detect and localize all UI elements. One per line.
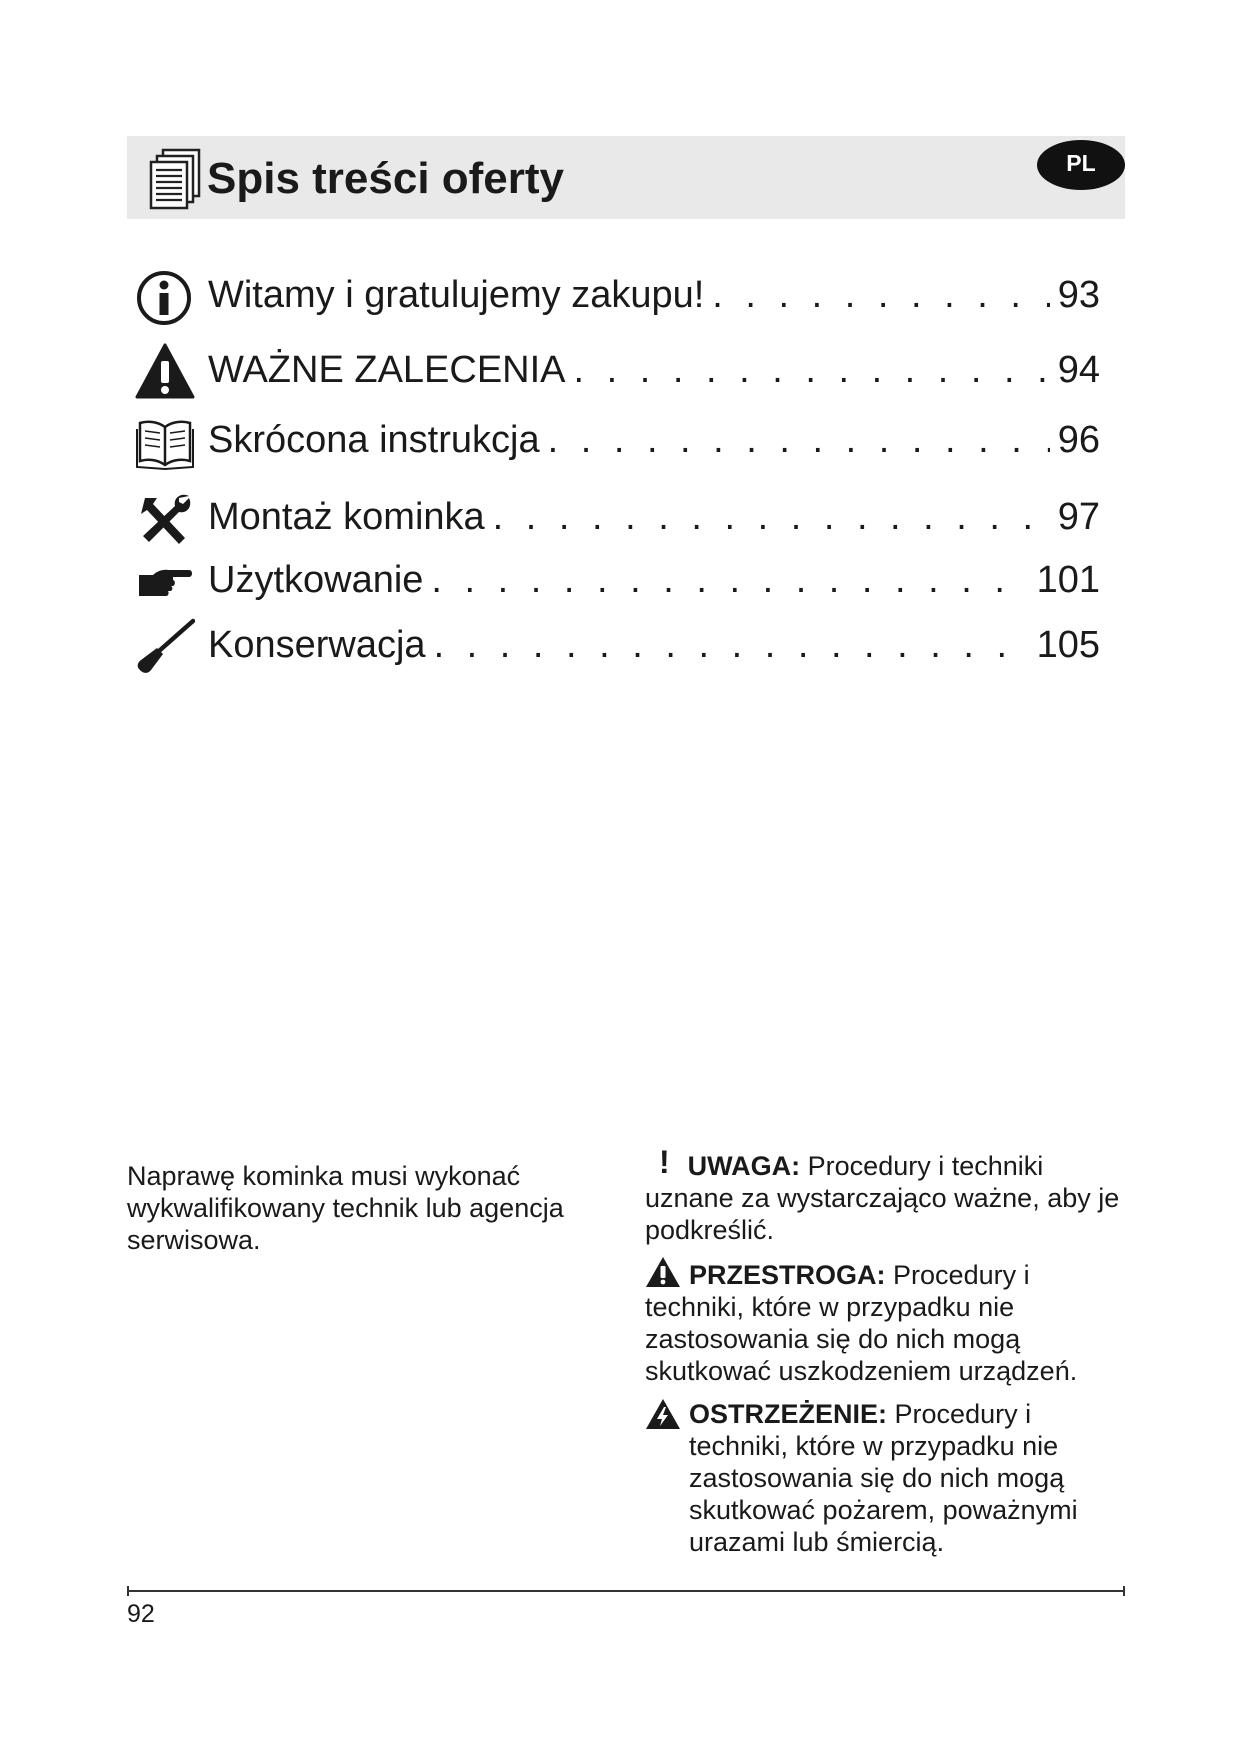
dot-leader (712, 274, 1049, 317)
toc-entry-maintenance[interactable] (130, 618, 1100, 678)
tools-icon (135, 490, 195, 550)
screwdriver-icon (135, 612, 195, 678)
notice-text: Procedury i techniki, które w przypadku nie zastosowania się do nich mogą skutkować pożarem, poważnymi urazami lub śmiercią. (689, 1399, 1078, 1557)
dot-leader (434, 624, 1029, 667)
notice-uwaga (645, 1146, 1125, 1246)
notice-przestroga (645, 1256, 1125, 1387)
toc-entry-installation[interactable] (130, 490, 1100, 550)
footer-divider (127, 1590, 1125, 1592)
header-bar (127, 136, 1125, 219)
dot-leader (493, 496, 1050, 539)
notice-ostrzezenie (645, 1398, 1125, 1558)
book-icon (135, 413, 195, 473)
toc-page-number: 105 (1036, 624, 1100, 666)
repair-note: Naprawę kominka musi wykonać wykwalifikowany technik lub agencja serwisowa. (127, 1161, 564, 1255)
toc-label: Montaż kominka (208, 496, 485, 538)
info-icon (135, 268, 195, 328)
exclamation-icon: ! (659, 1144, 670, 1180)
toc-page-number: 101 (1036, 559, 1100, 601)
notice-label: UWAGA: (687, 1151, 801, 1181)
toc-entry-welcome[interactable] (130, 268, 1100, 328)
notice-text: Procedury i techniki, które w przypadku nie zastosowania się do nich mogą skutkować uszkodzeniem urządzeń. (645, 1260, 1078, 1386)
notice-label: PRZESTROGA: (689, 1260, 886, 1290)
toc-label: WAŻNE ZALECENIA (208, 349, 566, 391)
fire-warning-icon (645, 1398, 681, 1430)
toc-label: Użytkowanie (208, 559, 424, 601)
toc-page-number: 96 (1057, 419, 1100, 461)
notice-label: OSTRZEŻENIE: (689, 1399, 888, 1429)
toc-page-number: 93 (1057, 274, 1100, 316)
page-number: 92 (127, 1600, 155, 1628)
toc-label: Skrócona instrukcja (208, 419, 540, 461)
dot-leader (431, 559, 1028, 602)
toc-entry-important[interactable] (130, 343, 1100, 403)
toc-page-number: 97 (1057, 496, 1100, 538)
dot-leader (548, 419, 1050, 462)
notice-text: Procedury i techniki uznane za wystarczająco ważne, aby je podkreślić. (645, 1151, 1120, 1245)
toc-label: Konserwacja (208, 624, 426, 666)
warning-icon (135, 343, 195, 403)
page-title: Spis treści oferty (207, 154, 565, 203)
pointing-hand-icon (135, 553, 195, 613)
language-badge: PL (1037, 140, 1125, 190)
document-stack-icon (149, 148, 203, 210)
toc-entry-usage[interactable] (130, 553, 1100, 613)
toc-page-number: 94 (1057, 349, 1100, 391)
toc-label: Witamy i gratulujemy zakupu! (208, 274, 705, 316)
caution-icon (645, 1256, 681, 1288)
toc-entry-quick-guide[interactable] (130, 413, 1100, 473)
dot-leader (574, 349, 1050, 392)
